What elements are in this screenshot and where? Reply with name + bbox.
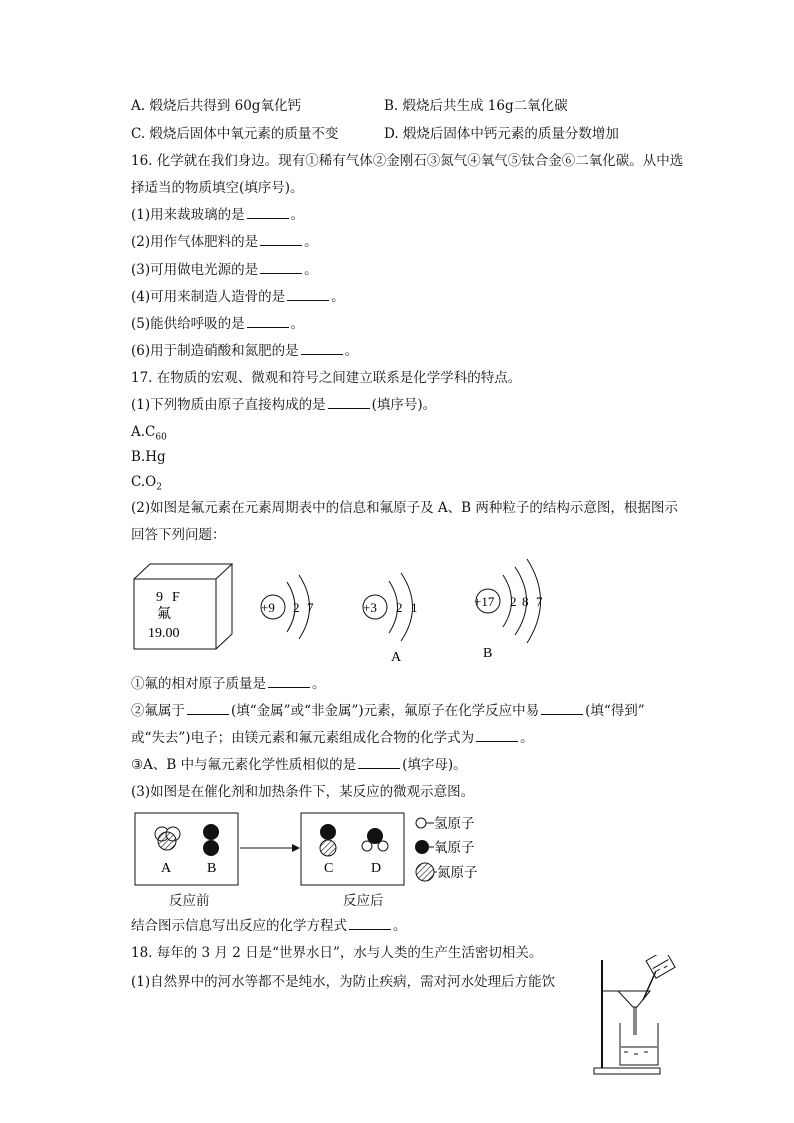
answer-blank[interactable]	[260, 261, 302, 274]
svg-text:+17: +17	[474, 594, 495, 609]
svg-text:2: 2	[510, 594, 517, 609]
q16-item-5: (5)能供给呼吸的是 。	[131, 316, 305, 332]
svg-text:+3: +3	[363, 600, 377, 615]
element-name: 氟	[157, 607, 171, 622]
label-b: B	[207, 861, 217, 876]
q15-option-d: D. 煅烧后固体中钙元素的质量分数增加	[384, 126, 619, 142]
answer-blank[interactable]	[349, 917, 391, 930]
q16-stem-cont: 择适当的物质填空(填序号)。	[131, 180, 304, 196]
q16-item-6: (6)用于制造硝酸和氮肥的是 。	[131, 343, 359, 359]
particle-a-diagram	[363, 573, 418, 665]
svg-text:+9: +9	[261, 600, 275, 615]
q16-item-4: (4)可用来制造人造骨的是 。	[131, 289, 345, 305]
answer-blank[interactable]	[328, 396, 370, 409]
svg-text:8: 8	[522, 594, 529, 609]
fluorine-atom-diagram	[261, 575, 314, 639]
element-mass: 19.00	[148, 626, 180, 641]
q17-sub3: ③A、B 中与氟元素化学性质相似的是 (填字母)。	[131, 757, 467, 773]
particle-a-label: A	[391, 650, 402, 665]
answer-blank[interactable]	[301, 342, 343, 355]
legend-hydrogen: 氢原子	[434, 816, 475, 831]
label-c: C	[324, 861, 334, 876]
particle-b-diagram	[474, 559, 543, 661]
legend-oxygen: 氧原子	[434, 840, 475, 855]
after-label: 反应后	[343, 893, 384, 909]
svg-text:7: 7	[307, 600, 314, 615]
element-symbol: F	[172, 590, 180, 605]
svg-text:1: 1	[411, 600, 418, 615]
svg-text:2: 2	[293, 600, 300, 615]
q17-part3-answer: 结合图示信息写出反应的化学方程式 。	[131, 918, 407, 934]
particle-b-label: B	[483, 646, 493, 661]
q17-part1: (1)下列物质由原子直接构成的是 (填序号)。	[131, 397, 437, 413]
q17-option-b: B.Hg	[131, 449, 166, 465]
q17-part3: (3)如图是在催化剂和加热条件下，某反应的微观示意图。	[131, 784, 475, 800]
q17-sub1: ①氟的相对原子质量是 。	[131, 676, 326, 692]
q15-option-a: A. 煅烧后共得到 60g氧化钙	[131, 98, 301, 114]
answer-blank[interactable]	[268, 675, 310, 688]
q17-sub2-cont: 或“失去”)电子；由镁元素和氟元素组成化合物的化学式为 。	[131, 730, 534, 746]
answer-blank[interactable]	[541, 702, 583, 715]
svg-text:2: 2	[396, 600, 403, 615]
q16-item-1: (1)用来裁玻璃的是 。	[131, 207, 305, 223]
label-a: A	[161, 861, 172, 876]
before-box	[135, 813, 238, 885]
before-label: 反应前	[169, 893, 210, 909]
q18-stem: 18. 每年的 3 月 2 日是“世界水日”，水与人类的生产生活密切相关。	[131, 945, 543, 961]
q16-item-3: (3)可用做电光源的是 。	[131, 262, 318, 278]
element-number: 9	[156, 590, 163, 605]
q17-option-c: $C.O_2$	[131, 474, 162, 493]
answer-blank[interactable]	[247, 315, 289, 328]
answer-blank[interactable]	[476, 729, 518, 742]
q17-option-a: $A.C_{60}$	[131, 424, 167, 443]
svg-text:7: 7	[536, 594, 543, 609]
legend-nitrogen: 氮原子	[437, 865, 478, 880]
q15-option-b: B. 煅烧后共生成 16g二氧化碳	[384, 98, 568, 114]
answer-blank[interactable]	[358, 756, 400, 769]
answer-blank[interactable]	[287, 288, 329, 301]
element-atom-figure	[110, 555, 560, 670]
q17-part2: (2)如图是氟元素在元素周期表中的信息和氟原子及 A、B 两种粒子的结构示意图，根据图示	[131, 500, 678, 516]
answer-blank[interactable]	[187, 702, 229, 715]
filtration-apparatus-figure	[588, 955, 678, 1080]
q18-part1: (1)自然界中的河水等都不是纯水，为防止疾病，需对河水处理后方能饮	[131, 974, 556, 990]
q16-item-2: (2)用作气体肥料的是 。	[131, 234, 318, 250]
q17-part2-cont: 回答下列问题：	[131, 527, 226, 543]
q17-sub2: ②氟属于 (填“金属”或“非金属”)元素，氟原子在化学反应中易 (填“得到”	[131, 703, 645, 719]
q15-option-c: C. 煅烧后固体中氧元素的质量不变	[131, 126, 339, 142]
q16-stem: 16. 化学就在我们身边。现有①稀有气体②金刚石③氮气④氧气⑤钛合金⑥二氧化碳。从中选	[131, 153, 684, 169]
after-box	[301, 813, 404, 885]
label-d: D	[371, 861, 382, 876]
answer-blank[interactable]	[247, 206, 289, 219]
answer-blank[interactable]	[260, 233, 302, 246]
q17-stem: 17. 在物质的宏观、微观和符号之间建立联系是化学学科的特点。	[131, 370, 522, 386]
